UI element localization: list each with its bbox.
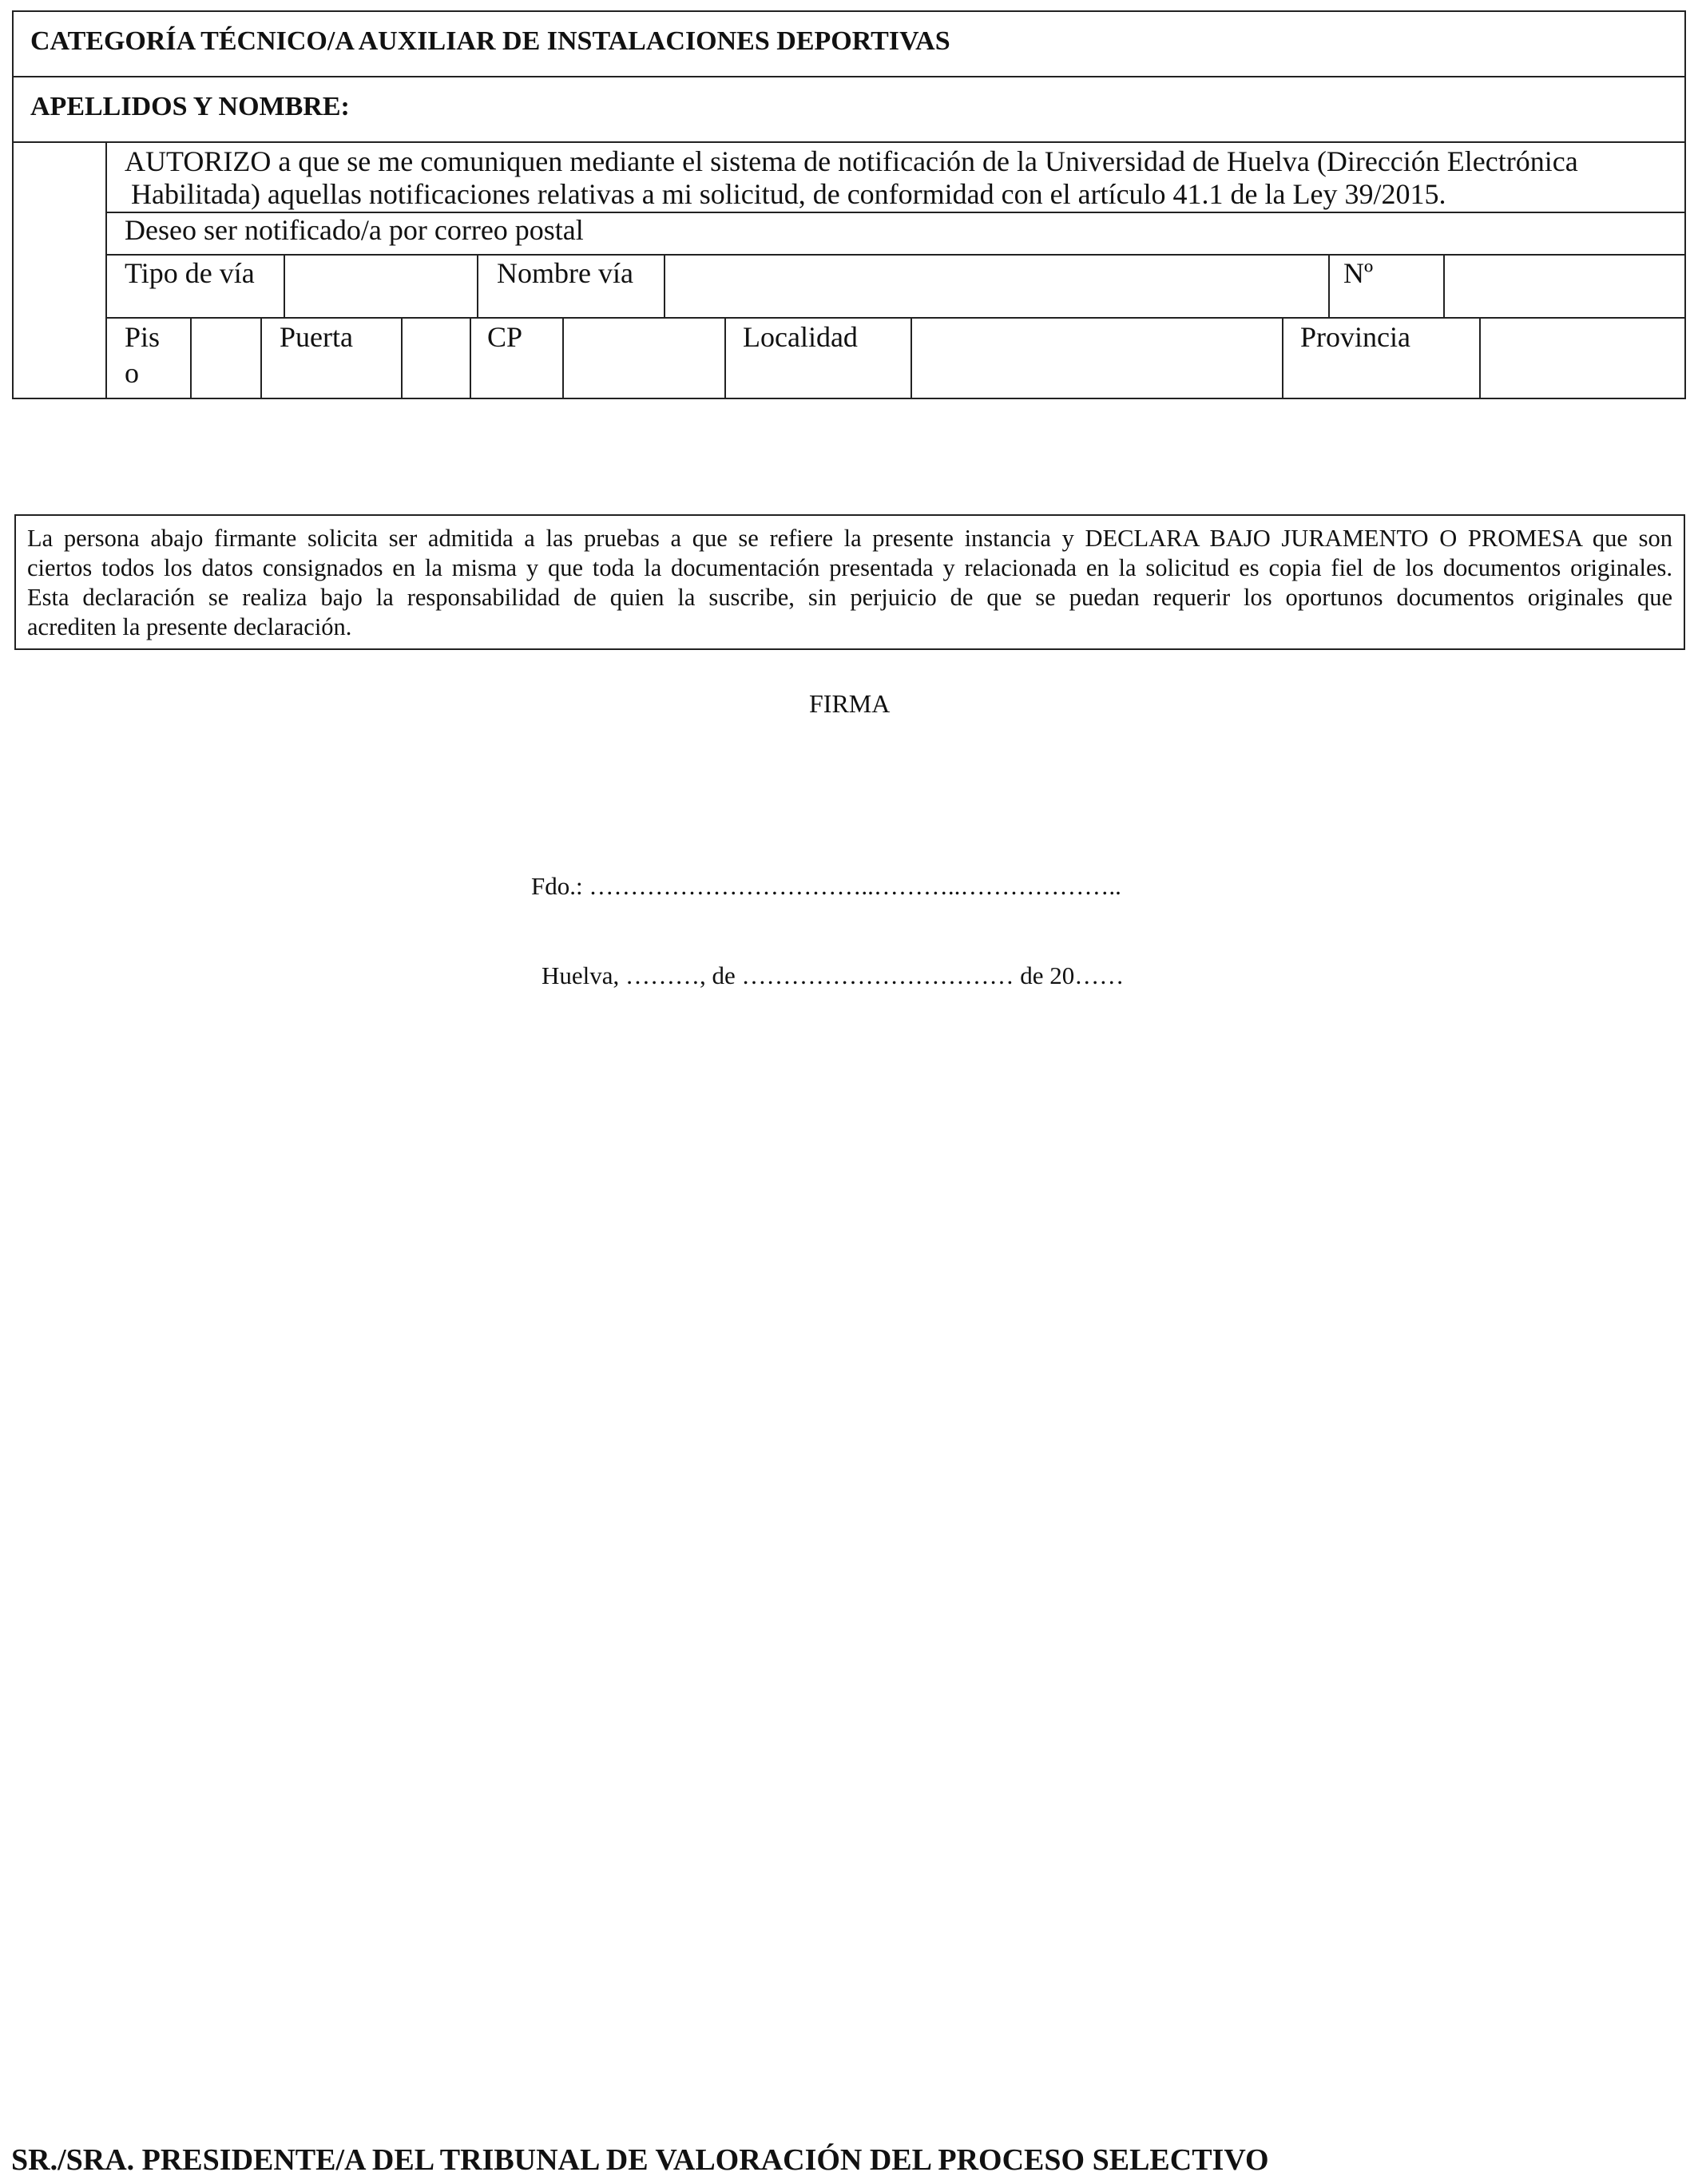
divider-category [12,76,1686,77]
provincia-label: Provincia [1300,321,1410,353]
declaration-line-3: Esta declaración se realiza bajo la responsabilidad de quien la suscribe, sin perjuicio de que se puedan requerir los oportunos documentos originales que [27,584,1672,611]
place-date-line: Huelva, ………, de …………………………… de 20…… [542,961,1125,989]
row1-divider-4 [1328,254,1330,317]
row2-divider-8 [1282,317,1283,399]
row2-divider-2 [260,317,262,399]
postal-checkbox-cell[interactable] [14,213,104,398]
nombre-via-field[interactable] [665,256,1327,315]
addressee-footer: SR./SRA. PRESIDENTE/A DEL TRIBUNAL DE VALORACIÓN DEL PROCESO SELECTIVO [11,2143,1269,2177]
piso-label: Pis [125,321,161,353]
numero-label: Nº [1343,257,1374,289]
nombre-via-label: Nombre vía [497,257,633,289]
divider-address-row1 [105,317,1686,319]
declaration-line-4: acrediten la presente declaración. [27,613,352,640]
row1-divider-2 [477,254,478,317]
authorize-checkbox-cell[interactable] [14,143,104,212]
puerta-label: Puerta [280,321,353,353]
provincia-field[interactable] [1481,319,1684,398]
postal-notification-label: Deseo ser notificado/a por correo postal [125,214,584,246]
piso-field[interactable] [192,319,259,398]
category-title: CATEGORÍA TÉCNICO/A AUXILIAR DE INSTALACIONES DEPORTIVAS [30,26,950,56]
signature-area[interactable] [479,727,1219,862]
applicant-name-field[interactable] [399,80,1677,139]
divider-name [12,141,1686,143]
declaration-line-2: ciertos todos los datos consignados en la misma y que toda la documentación presentada y relacionada en la solicitud es copia fiel de los documentos originales. [27,554,1672,581]
declaration-box [14,514,1685,650]
localidad-field[interactable] [912,319,1280,398]
puerta-field[interactable] [403,319,468,398]
signed-by-line: Fdo.: ……………………………..………..……………….. [531,872,1121,900]
checkbox-column-divider [105,141,107,399]
authorize-text-line1: AUTORIZO a que se me comuniquen mediante el sistema de notificación de la Universidad de Huelva (Dirección Electrónica [125,145,1578,177]
piso-label-wrap: o [125,357,139,389]
localidad-label: Localidad [743,321,858,353]
applicant-name-label: APELLIDOS Y NOMBRE: [30,92,350,121]
row2-divider-6 [724,317,726,399]
row2-divider-4 [470,317,471,399]
signature-label: FIRMA [809,689,891,718]
tipo-via-field[interactable] [285,256,475,315]
cp-field[interactable] [564,319,723,398]
authorize-text-line2: Habilitada) aquellas notificaciones relativas a mi solicitud, de conformidad con el artículo 41.1 de la Ley 39/2015. [131,178,1446,210]
cp-label: CP [487,321,523,353]
tipo-via-label: Tipo de vía [125,257,255,289]
numero-field[interactable] [1445,256,1684,315]
declaration-line-1: La persona abajo firmante solicita ser admitida a las pruebas a que se refiere la presente instancia y DECLARA BAJO JURAMENTO O PROMESA que son [27,525,1672,552]
